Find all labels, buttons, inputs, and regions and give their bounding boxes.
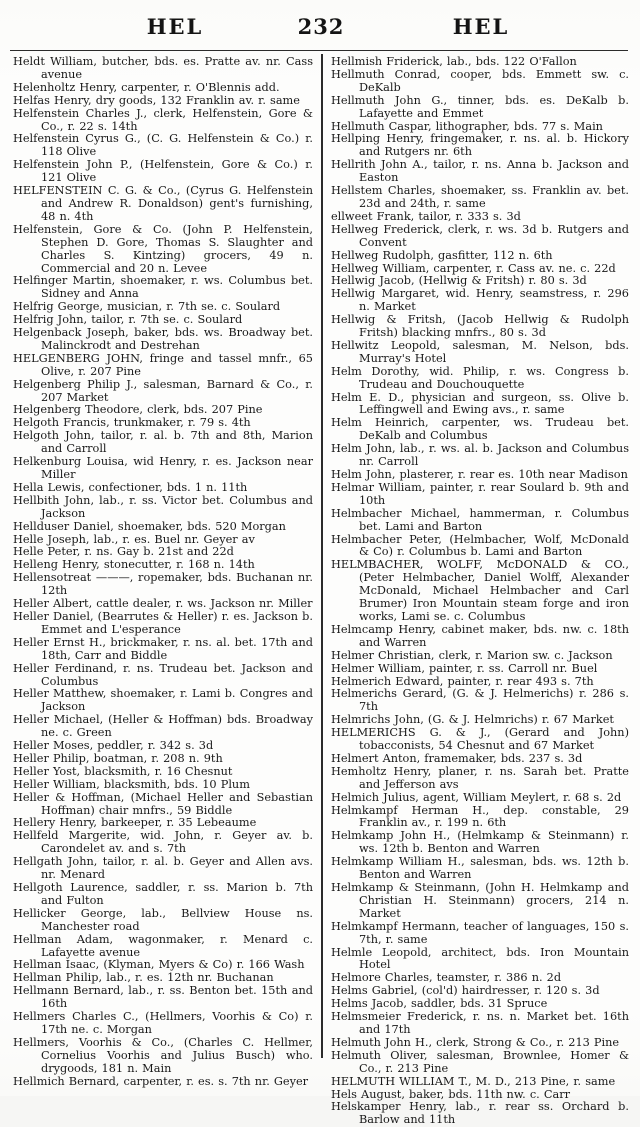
directory-entry: Hellgoth Laurence, saddler, r. ss. Marion b. 7th and Fulton — [13, 881, 313, 907]
directory-entry: Helmer Christian, clerk, r. Marion sw. c. Jackson — [331, 648, 613, 662]
header-section-letters-right: HEL — [452, 14, 510, 39]
left-column — [13, 56, 313, 1089]
directory-entry: HELMUTH WILLIAM T., M. D., 213 Pine, r. same — [331, 1074, 616, 1088]
directory-entry: Helmrichs John, (G. & J. Helmrichs) r. 67 Market — [331, 713, 614, 727]
directory-entry: Heller Daniel, (Bearrutes & Heller) r. es. Jackson b. Emmet and L'esperance — [13, 609, 313, 636]
directory-entry: Helm John, plasterer, r. rear es. 10th near Madison — [331, 468, 628, 481]
directory-entry: Hemholtz Henry, planer, r. ns. Sarah bet. Pratte and Jefferson avs — [331, 764, 629, 791]
column-divider-rule — [321, 54, 323, 1058]
directory-entry: Heller William, blacksmith, bds. 10 Plum — [13, 777, 250, 791]
directory-entry: Helle Peter, r. ns. Gay b. 21st and 22d — [13, 545, 234, 559]
directory-entry: Helmkamp & Steinmann, (John H. Helmkamp and Christian H. Steinmann) grocers, 214 n. Market — [331, 881, 629, 920]
directory-entry: Helfas Henry, dry goods, 132 Franklin av. r. same — [13, 93, 300, 107]
directory-entry: Helfinger Martin, shoemaker, r. ws. Columbus bet. Sidney and Anna — [13, 274, 313, 301]
directory-entry: Helgenback Joseph, baker, bds. ws. Broadway bet. Malinckrodt and Destrehan — [13, 326, 313, 352]
directory-entry: Heller Ernst H., brickmaker, r. ns. al. bet. 17th and 18th, Carr and Biddle — [13, 635, 313, 662]
directory-entry: Helfenstein Charles J., clerk, Helfenstein, Gore & Co., r. 22 s. 14th — [13, 106, 313, 133]
directory-entry: Helmore Charles, teamster, r. 386 n. 2d — [331, 971, 562, 985]
directory-entry: Hellmish Friderick, lab., bds. 122 O'Fallon — [331, 55, 577, 68]
directory-entry: Helmbacher Michael, hammerman, r. Columbus bet. Lami and Barton — [331, 506, 629, 533]
directory-entry: Helmcamp Henry, cabinet maker, bds. nw. c. 18th and Warren — [331, 622, 629, 649]
directory-entry: Helmsmeier Frederick, r. ns. n. Market bet. 16th and 17th — [331, 1010, 629, 1036]
directory-entry: Helmkampf Hermann, teacher of languages, 150 s. 7th, r. same — [331, 919, 629, 946]
directory-entry: Helms Jacob, saddler, bds. 31 Spruce — [331, 997, 548, 1011]
directory-entry: Helle Joseph, lab., r. es. Buel nr. Geyer av — [13, 532, 255, 546]
directory-entry: Helmkampf Herman H., dep. constable, 29 Franklin av., r. 199 n. 6th — [331, 803, 629, 830]
directory-entry: Hellmuth John G., tinner, bds. es. DeKalb b. Lafayette and Emmet — [331, 93, 629, 120]
directory-entry: Helmuth Oliver, salesman, Brownlee, Homer & Co., r. 213 Pine — [331, 1048, 629, 1075]
directory-entry: Heldt William, butcher, bds. es. Pratte av. nr. Cass avenue — [13, 55, 313, 81]
directory-entry: Heller Michael, (Heller & Hoffman) bds. Broadway ne. c. Green — [13, 713, 313, 740]
directory-entry: HELMBACHER, WOLFF, McDONALD & CO., (Peter Helmbacher, Daniel Wolff, Alexander McDonald, Michael Helmbacher and Carl Brumer) Iron Mountain steam forge and iron works, Lami se. c. Columbus — [331, 558, 629, 623]
directory-entry: Helfenstein, Gore & Co. (John P. Helfenstein, Stephen D. Gore, Thomas S. Slaughter and Charles S. Kintzing) grocers, 49 n. Commercial and 20 n. Levee — [13, 222, 313, 275]
header-section-letters-left: HEL — [146, 14, 204, 39]
directory-entry: Heller & Hoffman, (Michael Heller and Sebastian Hoffman) chair mnfrs., 59 Biddle — [13, 790, 313, 817]
directory-entry: Hellwig Jacob, (Hellwig & Fritsh) r. 80 s. 3d — [331, 274, 587, 288]
directory-entry: Hellwig & Fritsh, (Jacob Hellwig & Rudolph Fritsh) blacking mnfrs., 80 s. 3d — [331, 313, 629, 340]
directory-entry: Helm Heinrich, carpenter, ws. Trudeau bet. DeKalb and Columbus — [331, 416, 629, 443]
directory-entry: Helgoth Francis, trunkmaker, r. 79 s. 4th — [13, 416, 251, 430]
directory-entry: Helkenburg Louisa, wid Henry, r. es. Jackson near Miller — [13, 455, 313, 481]
directory-entry: Hels August, baker, bds. 11th nw. c. Carr — [331, 1087, 571, 1101]
directory-entry: Helgenberg Theodore, clerk, bds. 207 Pine — [13, 403, 263, 417]
directory-entry: Helmerich Edward, painter, r. rear 493 s. 7th — [331, 674, 594, 688]
directory-entry: Helm Dorothy, wid. Philip, r. ws. Congress b. Trudeau and Douchouquette — [331, 364, 629, 391]
directory-entry: HELGENBERG JOHN, fringe and tassel mnfr., 65 Olive, r. 207 Pine — [13, 351, 313, 378]
directory-entry: Helskamper Henry, lab., r. rear ss. Orchard b. Barlow and 11th — [331, 1100, 629, 1127]
directory-entry: Heller Matthew, shoemaker, r. Lami b. Congres and Jackson — [13, 687, 313, 714]
directory-entry: Hellping Henry, fringemaker, r. ns. al. b. Hickory and Rutgers nr. 6th — [331, 132, 629, 159]
directory-entry: Helgenberg Philip J., salesman, Barnard & Co., r. 207 Market — [13, 377, 313, 404]
directory-entry: Hellmuth Caspar, lithographer, bds. 77 s. Main — [331, 119, 603, 133]
directory-entry: Helms Gabriel, (col'd) hairdresser, r. 120 s. 3d — [331, 984, 600, 998]
directory-entry: Helmar William, painter, r. rear Soulard b. 9th and 10th — [331, 480, 629, 507]
directory-entry: Hellery Henry, barkeeper, r. 35 Lebeaume — [13, 816, 257, 830]
directory-entry: Hellwitz Leopold, salesman, M. Nelson, bds. Murray's Hotel — [331, 338, 629, 365]
directory-entry: Helleng Henry, stonecutter, r. 168 n. 14th — [13, 558, 255, 572]
directory-entry: Hellduser Daniel, shoemaker, bds. 520 Morgan — [13, 519, 286, 533]
directory-entry: Hellbith John, lab., r. ss. Victor bet. Columbus and Jackson — [13, 493, 313, 520]
directory-entry: Heller Moses, peddler, r. 342 s. 3d — [13, 739, 214, 753]
directory-entry: Hellfeld Margerite, wid. John, r. Geyer av. b. Carondelet av. and s. 7th — [13, 829, 313, 856]
directory-entry: Heller Yost, blacksmith, r. 16 Chesnut — [13, 764, 233, 778]
directory-entry: Helm John, lab., r. ws. al. b. Jackson and Columbus nr. Carroll — [331, 442, 629, 469]
directory-entry: Hellmann Bernard, lab., r. ss. Benton bet. 15th and 16th — [13, 984, 313, 1011]
directory-entry: Hella Lewis, confectioner, bds. 1 n. 11th — [13, 480, 248, 494]
directory-entry: Hellrith John A., tailor, r. ns. Anna b. Jackson and Easton — [331, 158, 629, 185]
page-number: 232 — [297, 14, 345, 39]
right-column — [331, 56, 629, 1127]
directory-entry: Hellmers Charles C., (Hellmers, Voorhis & Co) r. 17th ne. c. Morgan — [13, 1010, 313, 1036]
directory-entry: Hellstem Charles, shoemaker, ss. Franklin av. bet. 23d and 24th, r. same — [331, 184, 629, 210]
directory-entry: Hellweg Rudolph, gasfitter, 112 n. 6th — [331, 248, 553, 262]
directory-entry: Helfenstein Cyrus G., (C. G. Helfenstein & Co.) r. 118 Olive — [13, 132, 313, 159]
page-header — [0, 14, 640, 44]
directory-entry: Hellgath John, tailor, r. al. b. Geyer and Allen avs. nr. Menard — [13, 855, 313, 882]
directory-entry: Helmkamp John H., (Helmkamp & Steinmann) r. ws. 12th b. Benton and Warren — [331, 829, 629, 856]
directory-entry: Hellweg William, carpenter, r. Cass av. ne. c. 22d — [331, 261, 616, 275]
directory-entry: Hellman Philip, lab., r. es. 12th nr. Buchanan — [13, 971, 274, 985]
directory-entry: Hellmers, Voorhis & Co., (Charles C. Hellmer, Cornelius Voorhis and Julius Busch) who. drygoods, 181 n. Main — [13, 1035, 313, 1075]
directory-entry: Helmuth John H., clerk, Strong & Co., r. 213 Pine — [331, 1035, 620, 1049]
directory-entry: Heller Albert, cattle dealer, r. ws. Jackson nr. Miller — [13, 597, 313, 611]
directory-entry: Helmkamp William H., salesman, bds. ws. 12th b. Benton and Warren — [331, 855, 629, 882]
directory-entry: Helm E. D., physician and surgeon, ss. Olive b. Leffingwell and Ewing avs., r. same — [331, 390, 629, 417]
directory-entry: Helmert Anton, framemaker, bds. 237 s. 3d — [331, 751, 583, 765]
directory-entry: Helmle Leopold, architect, bds. Iron Mountain Hotel — [331, 945, 629, 972]
header-rule — [10, 50, 628, 51]
directory-entry: Helenholtz Henry, carpenter, r. O'Blennis add. — [13, 80, 280, 94]
directory-entry: Hellman Isaac, (Klyman, Myers & Co) r. 166 Wash — [13, 958, 305, 972]
directory-entry: Hellweg Frederick, clerk, r. ws. 3d b. Rutgers and Convent — [331, 222, 629, 249]
directory-entry: Helmer William, painter, r. ss. Carroll nr. Buel — [331, 661, 598, 675]
directory-entry: Helmich Julius, agent, William Meylert, r. 68 s. 2d — [331, 790, 622, 804]
directory-entry: HELFENSTEIN C. G. & Co., (Cyrus G. Helfenstein and Andrew R. Donaldson) gent's furnishing, 48 n. 4th — [13, 184, 313, 223]
directory-entry: Helmbacher Peter, (Helmbacher, Wolf, McDonald & Co) r. Columbus b. Lami and Barton — [331, 532, 629, 559]
directory-entry: Heller Ferdinand, r. ns. Trudeau bet. Jackson and Columbus — [13, 661, 313, 688]
directory-entry: HELMERICHS G. & J., (Gerard and John) tobacconists, 54 Chesnut and 67 Market — [331, 726, 629, 753]
directory-entry: Helmerichs Gerard, (G. & J. Helmerichs) r. 286 s. 7th — [331, 687, 629, 714]
directory-entry: Hellicker George, lab., Bellview House ns. Manchester road — [13, 906, 313, 933]
directory-entry: Hellensotreat ———, ropemaker, bds. Buchanan nr. 12th — [13, 571, 313, 598]
directory-entry: Helgoth John, tailor, r. al. b. 7th and 8th, Marion and Carroll — [13, 429, 313, 456]
directory-entry: Helfenstein John P., (Helfenstein, Gore & Co.) r. 121 Olive — [13, 158, 313, 185]
directory-entry: ellweet Frank, tailor, r. 333 s. 3d — [331, 209, 521, 223]
directory-entry: Hellman Adam, wagonmaker, r. Menard c. Lafayette avenue — [13, 932, 313, 959]
directory-entry: Heller Philip, boatman, r. 208 n. 9th — [13, 751, 223, 765]
directory-entry: Hellmich Bernard, carpenter, r. es. s. 7th nr. Geyer — [13, 1074, 309, 1088]
directory-entry: Helfrig John, tailor, r. 7th se. c. Soulard — [13, 313, 243, 327]
directory-entry: Hellwig Margaret, wid. Henry, seamstress, r. 296 n. Market — [331, 287, 629, 314]
directory-entry: Helfrig George, musician, r. 7th se. c. Soulard — [13, 300, 281, 314]
directory-entry: Hellmuth Conrad, cooper, bds. Emmett sw. c. DeKalb — [331, 67, 629, 94]
